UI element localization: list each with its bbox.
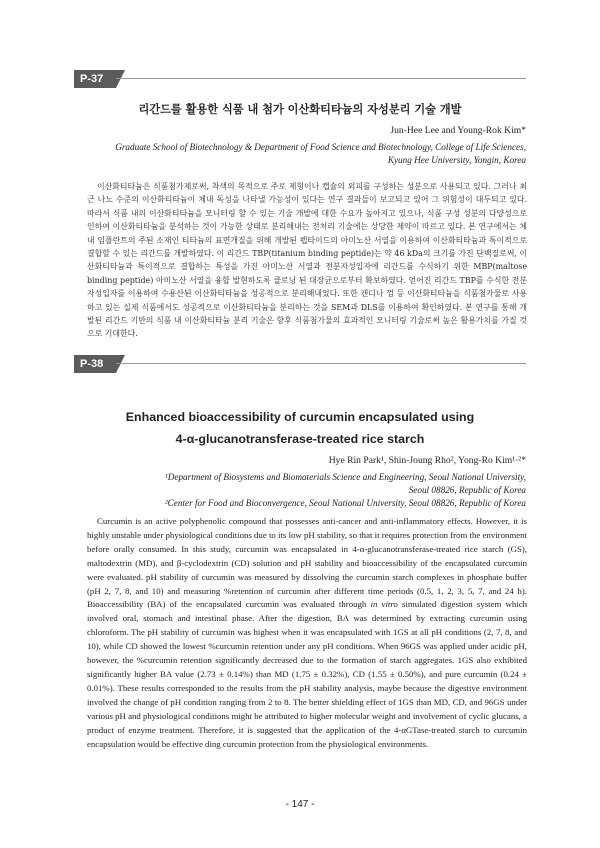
section-divider: [116, 78, 526, 79]
affiliation-line: ¹Department of Biosystems and Biomaterials Science and Engineering, Seoul National University,: [164, 472, 526, 482]
affiliation-line: Seoul 08826, Republic of Korea: [408, 485, 526, 495]
abstract-affiliation-p38: [165, 471, 526, 510]
affiliation-line: Graduate School of Biotechnology & Department of Food Science and Biotechnology, College of Life Sciences,: [115, 142, 526, 152]
affiliation-line: Kyung Hee University, Yongin, Korea: [387, 155, 526, 165]
title-line: Enhanced bioaccessibility of curcumin encapsulated using: [125, 410, 475, 424]
abstract-badge-p37: P-37: [74, 70, 116, 88]
abstract-authors-p38: Hye Rin Park¹, Shin-Joung Rho², Yong-Ro Kim¹·²*: [328, 455, 526, 466]
abstract-body-p37: 이산화티타늄은 식품첨가제로써, 착색의 목적으로 주로 제형이나 캡슐의 외피를 구성하는 성분으로 사용되고 있다. 그러나 최근 나노 수준의 이산화티타늄이 체내 독성을 나타낼 가능성이 있다는 연구 결과들이 보고되고 있어 그 위험성이 대두되고 있다. 따라서 식품 내의 이산화티타늄을 모니터링 할 수 있는 기술 개발에 대한 수요가 높아지고 있으나, 식품 구성 성분의 다양성으로 인하여 이산화티타늄을 분석하는 것이 가능한 상태로 분리해내는 전처리 기술에는 상당한 제약이 따르고 있다. 본 연구에서는 체내 임플란트의 주된 소재인 티타늄의 표면개질을 위해 개발된 펩타이드의 아미노산 서열을 이용하여 이산화티타늄과 특이적으로 결합할 수 있는 리간드를 개발하였다. 이 리간드 TBP(titanium binding peptide)는 약 46 kDa의 크기를 가진 단백질로써, 이산화티타늄과 특이적으로 결합하는 특성을 가진 아미노산 서열과 전분자성입자에 리간드를 수식하기 위한 MBP(maltose binding peptide) 아미노산 서열을 융합 발현하도록 클로닝 된 대장균으로부터 확보하였다. 얻어진 리간드 TBP를 수식한 전분자성입자를 이용하여 수용산된 이산화티타늄을 성공적으로 분리해내었다. 또한 캔디나 껌 등 이산화티타늄을 식품첨가물로 사용하고 있는 실제 식품에서도 성공적으로 이산화티타늄을 분리하는 것을 SEM과 DLS를 이용하여 확인하였다. 본 연구를 통해 개발된 리간드 기반의 식품 내 이산화티타늄 분리 기술은 향후 식품첨가물의 효과적인 모니터링 기술로써 높은 활용가치를 가질 것으로 기대한다.: [87, 182, 527, 339]
title-line: 4-α-glucanotransferase-treated rice starch: [175, 432, 425, 446]
affiliation-line: ²Center for Food and Bioconvergence, Seoul National University, Seoul 08826, Republic of Korea: [164, 498, 526, 508]
abstract-title-p37: 리간드를 활용한 식품 내 첨가 이산화티타늄의 자성분리 기술 개발: [138, 103, 462, 116]
abstract-badge-p38: P-38: [74, 355, 116, 373]
body-text: Curcumin is an active polyphenolic compound that possesses anti-cancer and anti-inflammatory effects. However, it is highly unstable under physiological conditions due to its low pH stability, so that it requires protection from the environment before orally consumed. In this study, curcumin was encapsulated in 4-α-glucanotransferase-treated rice starch (GS), maltodextrin (MD), and β-cyclodextrin (CD) solution and pH stability and bioaccessibility of the encapsulated curcumin were evaluated. pH stability of curcumin was measured by dissolving the curcumin starch complexes in phosphate buffer (pH 2, 7, 8, and 10) and measuring %retention of curcumin after different time periods (0.5, 1, 2, 3, 5, 7, and 24 h). Bioaccessibility (BA) of the encapsulated curcumin was evaluated through: [87, 516, 527, 610]
abstract-body-p38: [87, 515, 527, 751]
abstract-title-p38: [74, 406, 526, 450]
abstract-authors-p37: Jun-Hee Lee and Young-Rok Kim*: [390, 125, 526, 136]
body-italic-text: in vitro: [370, 599, 398, 610]
body-text: simulated digestion system which involved oral, stomach and intestinal phase. After the digestion, BA was determined by extracting curcumin using chloroform. The pH stability of curcumin was highest when it was encapsulated with 1GS at all pH conditions (2, 7, 8, and 10), while CD showed the lowest %curcumin retention under any pH conditions. When 96GS was applied under acidic pH, however, the %curcumin retention significantly decreased due to the formation of starch aggregates. 1GS also exhibited significantly higher BA value (2.73 ± 0.14%) than MD (1.75 ± 0.32%), CD (1.55 ± 0.50%), and pure curcumin (0.24 ± 0.01%). These results corresponded to the results from the pH stability analysis, maybe because the digestive environment involved the change of pH condition ranging from 2 to 8. The better shielding effect of 1GS than MD, CD, and 96GS under various pH and physiological conditions might be attributed to higher molecular weight and involvement of cyclic glucans, a product of enzyme treatment. Therefore, it is suggested that the application of the 4-αGTase-treated starch to curcumin encapsulation would be effective ding curcumin protection from the physiological environments.: [87, 599, 528, 749]
page-number: - 147 -: [285, 799, 315, 810]
section-divider: [116, 363, 526, 364]
abstract-affiliation-p37: [115, 141, 526, 167]
